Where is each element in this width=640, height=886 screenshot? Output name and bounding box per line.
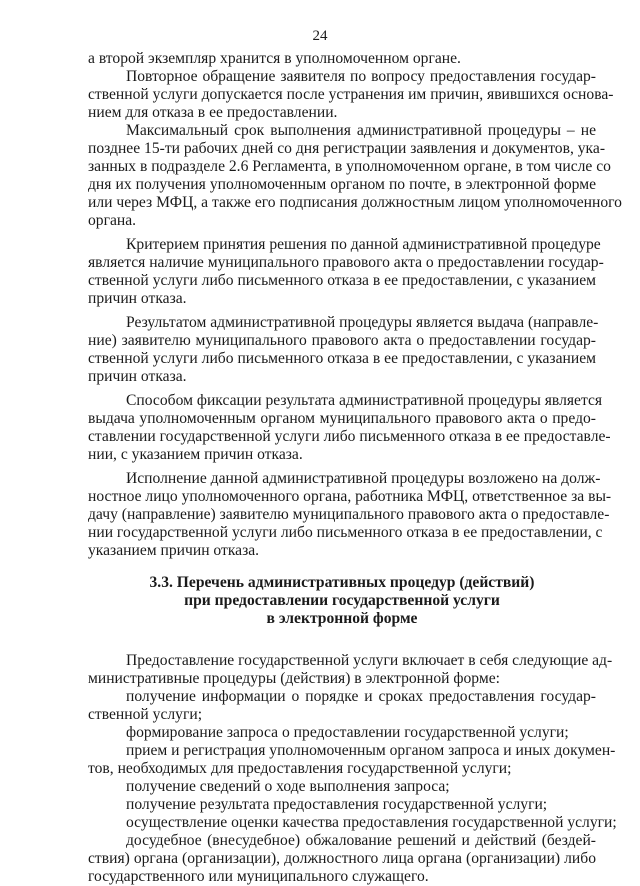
heading-line: при предоставлении государственной услуги [184,592,500,609]
paragraph [88,392,611,464]
section-heading [88,574,596,628]
text-line: Повторное обращение заявителя по вопросу предоставления государ- [126,68,596,85]
text-line: выдача уполномоченным органом муниципального правового акта о предо- [88,410,596,427]
text-line: ственной услуги либо письменного отказа в ее предоставлении, с указанием [88,350,596,367]
list-item [88,778,596,796]
text-line: занных в подразделе 2.6 Регламента, в уполномоченном органе, в том числе со [88,158,611,175]
text-line: органа. [88,212,137,229]
paragraph [88,652,613,688]
text-line: ственной услуги допускается после устранения им причин, явившихся основа- [88,86,614,103]
text-line: причин отказа. [88,290,187,307]
text-line: ние) заявителю муниципального правового акта о предоставлении государ- [88,332,596,349]
text-line: досудебное (внесудебное) обжалование решений и действий (бездей- [126,832,596,849]
list-item [88,688,596,724]
text-line: Результатом административной процедуры является выдача (направле- [126,314,599,331]
text-line: министративные процедуры (действия) в электронной форме: [88,670,500,687]
list-item [88,742,616,778]
list-item [88,814,617,832]
text-line: Способом фиксации результата административной процедуры является [126,392,603,409]
text-line: нии государственной услуги либо письменного отказа в ее предоставлении, с [88,524,603,541]
text-line: Предоставление государственной услуги включает в себя следующие ад- [126,652,613,669]
text-line: Критерием принятия решения по данной административной процедуре [126,236,601,253]
page-number: 24 [312,28,328,44]
text-line: причин отказа. [88,368,187,385]
heading-line: в электронной форме [266,610,418,627]
text-line: нии, с указанием причин отказа. [88,446,303,463]
list-item [88,796,596,814]
text-line: нием для отказа в ее предоставлении. [88,104,338,121]
paragraph [88,50,596,68]
text-line: получение результата предоставления государственной услуги; [126,796,548,813]
text-line: является наличие муниципального правового акта о предоставлении государ- [88,254,604,271]
text-line: ственной услуги; [88,706,203,723]
paragraph [88,470,612,560]
text-line: или через МФЦ, а также его подписания должностным лицом уполномоченного [88,194,622,211]
paragraph [88,314,599,386]
text-line: дачу (направление) заявителю муниципального правового акта о предоставле- [88,506,610,523]
text-line: указанием причин отказа. [88,542,260,559]
paragraph [88,68,614,122]
text-line: позднее 15-ти рабочих дней со дня регистрации заявления и документов, ука- [88,140,606,157]
text-line: ственной услуги либо письменного отказа в ее предоставлении, с указанием [88,272,596,289]
text-line: Максимальный срок выполнения административной процедуры – не [126,122,596,139]
text-line: Исполнение данной административной процедуры возложено на долж- [126,470,601,487]
text-line: формирование запроса о предоставлении государственной услуги; [126,724,569,741]
text-line: государственного или муниципального служащего. [88,868,429,885]
text-line: дня их получения уполномоченным органом по почте, в электронной форме [88,176,596,193]
text-line: получение сведений о ходе выполнения запроса; [126,778,450,795]
text-line: ставлении государственной услуги либо письменного отказа в ее предоставле- [88,428,611,445]
text-line: получение информации о порядке и сроках предоставления государ- [126,688,596,705]
heading-line: 3.3. Перечень административных процедур (действий) [149,574,535,591]
text-line: прием и регистрация уполномоченным органом запроса и иных докумен- [126,742,616,759]
list-item [88,832,596,886]
paragraph [88,236,604,308]
text-line: тов, необходимых для предоставления государственной услуги; [88,760,512,777]
text-line: ствия) органа (организации), должностного лица органа (организации) либо [88,850,596,867]
paragraph [88,122,622,230]
text-line: осуществление оценки качества предоставления государственной услуги; [126,814,617,831]
text-line: а второй экземпляр хранится в уполномоченном органе. [88,50,461,67]
text-line: ностное лицо уполномоченного органа, работника МФЦ, ответственное за вы- [88,488,612,505]
page-body [88,50,622,886]
list-item [88,724,596,742]
